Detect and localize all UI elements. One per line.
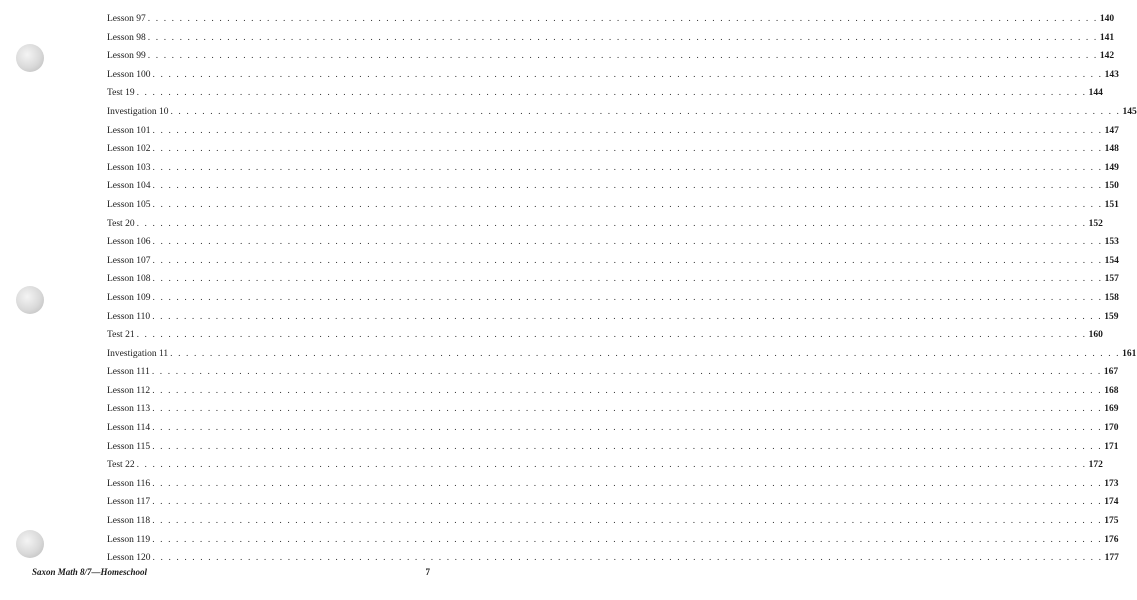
dot-leader: . . . . . . . . . . . . . . . . . . . . . . . . . . . . . . . . . . . . . . . . . . . . . . . . . . . . . . . . . . . . . . . . . . . . . . . . . . . . . . . . . . . . . . . . . . . . . . . . . . . . . . . . . . . . . . . . . . . . . . . . [170,106,1121,117]
toc-entry-page: 140 [1099,14,1115,24]
toc-entry [107,66,1119,85]
toc-entry-page: 153 [1104,237,1119,248]
dot-leader: . . . . . . . . . . . . . . . . . . . . . . . . . . . . . . . . . . . . . . . . . . . . . . . . . . . . . . . . . . . . . . . . . . . . . . . . . . . . . . . . . . . . . . . . . . . . . . . . . . . . . . . . . . . . . . . . . . . . . . . . [151,367,1102,378]
toc-entry [107,84,1103,103]
toc-entry-page: 152 [1088,218,1103,229]
toc-entry-page: 167 [1103,367,1119,378]
toc-entry [107,122,1119,141]
toc-entry [107,438,1119,457]
toc-entry [107,475,1119,494]
binder-hole-bottom [16,530,44,558]
toc-entry-page: 147 [1104,125,1119,136]
dot-leader: . . . . . . . . . . . . . . . . . . . . . . . . . . . . . . . . . . . . . . . . . . . . . . . . . . . . . . . . . . . . . . . . . . . . . . . . . . . . . . . . . . . . . . . . . . . . . . . . . . . . . . . . . . . . . . . . . . . . . . . . [152,144,1103,155]
toc-entry-page: 174 [1104,497,1119,508]
dot-leader: . . . . . . . . . . . . . . . . . . . . . . . . . . . . . . . . . . . . . . . . . . . . . . . . . . . . . . . . . . . . . . . . . . . . . . . . . . . . . . . . . . . . . . . . . . . . . . . . . . . . . . . . . . . . . . . . . . . . . . . . [152,497,1103,508]
toc-entry [107,400,1119,419]
dot-leader: . . . . . . . . . . . . . . . . . . . . . . . . . . . . . . . . . . . . . . . . . . . . . . . . . . . . . . . . . . . . . . . . . . . . . . . . . . . . . . . . . . . . . . . . . . . . . . . . . . . . . . . . . . . . . . . . . . . . . . . . [152,478,1103,489]
toc-entry-page: 143 [1104,69,1119,80]
toc-entry-title: Lesson 102 [107,144,151,155]
dot-leader: . . . . . . . . . . . . . . . . . . . . . . . . . . . . . . . . . . . . . . . . . . . . . . . . . . . . . . . . . . . . . . . . . . . . . . . . . . . . . . . . . . . . . . . . . . . . . . . . . . . . . . . . . . . . . . . . . . . . . . . . [152,237,1103,248]
dot-leader: . . . . . . . . . . . . . . . . . . . . . . . . . . . . . . . . . . . . . . . . . . . . . . . . . . . . . . . . . . . . . . . . . . . . . . . . . . . . . . . . . . . . . . . . . . . . . . . . . . . . . . . . . . . . . . . . . . . . . . . . [147,51,1098,62]
toc-entry-page: 148 [1104,144,1119,155]
toc-entry-title: Lesson 100 [107,69,151,80]
toc-entry-title: Lesson 108 [107,274,151,285]
toc-entry [107,196,1119,215]
toc-entry-page: 172 [1088,460,1103,471]
toc-entry-page: 157 [1104,274,1119,285]
toc-entry [107,10,1115,29]
book-title: Saxon Math 8/7—Homeschool [32,567,148,577]
toc-entry-title: Lesson 107 [107,255,151,266]
toc-entry-title: Test 22 [107,460,135,471]
toc-entry [107,47,1115,66]
toc-entry-title: Lesson 104 [107,181,151,192]
toc-entry [107,456,1103,475]
toc-entry [107,177,1119,196]
toc-entry-page: 142 [1099,51,1115,62]
toc-entry-title: Lesson 120 [107,553,151,564]
toc-entry-title: Lesson 117 [107,497,151,508]
toc-entry [107,215,1103,234]
toc-entry-title: Test 20 [107,218,135,229]
binder-hole-middle [16,286,44,314]
toc-entry-page: 173 [1104,478,1119,489]
toc-entry-title: Investigation 11 [107,348,169,359]
toc-entry-title: Lesson 97 [107,14,146,24]
toc-entry [107,270,1119,289]
toc-entry [107,512,1119,531]
toc-entry [107,382,1119,401]
toc-entry-page: 144 [1088,88,1103,99]
dot-leader: . . . . . . . . . . . . . . . . . . . . . . . . . . . . . . . . . . . . . . . . . . . . . . . . . . . . . . . . . . . . . . . . . . . . . . . . . . . . . . . . . . . . . . . . . . . . . . . . . . . . . . . . . . . . . . . . . . . . . . . . [152,553,1103,564]
dot-leader: . . . . . . . . . . . . . . . . . . . . . . . . . . . . . . . . . . . . . . . . . . . . . . . . . . . . . . . . . . . . . . . . . . . . . . . . . . . . . . . . . . . . . . . . . . . . . . . . . . . . . . . . . . . . . . . . . . . . . . . . [136,460,1087,471]
toc-entry [107,308,1119,327]
dot-leader: . . . . . . . . . . . . . . . . . . . . . . . . . . . . . . . . . . . . . . . . . . . . . . . . . . . . . . . . . . . . . . . . . . . . . . . . . . . . . . . . . . . . . . . . . . . . . . . . . . . . . . . . . . . . . . . . . . . . . . . . [152,199,1103,210]
dot-leader: . . . . . . . . . . . . . . . . . . . . . . . . . . . . . . . . . . . . . . . . . . . . . . . . . . . . . . . . . . . . . . . . . . . . . . . . . . . . . . . . . . . . . . . . . . . . . . . . . . . . . . . . . . . . . . . . . . . . . . . . [152,311,1103,322]
dot-leader: . . . . . . . . . . . . . . . . . . . . . . . . . . . . . . . . . . . . . . . . . . . . . . . . . . . . . . . . . . . . . . . . . . . . . . . . . . . . . . . . . . . . . . . . . . . . . . . . . . . . . . . . . . . . . . . . . . . . . . . . [152,534,1103,545]
toc-entry-page: 151 [1104,199,1119,210]
dot-leader: . . . . . . . . . . . . . . . . . . . . . . . . . . . . . . . . . . . . . . . . . . . . . . . . . . . . . . . . . . . . . . . . . . . . . . . . . . . . . . . . . . . . . . . . . . . . . . . . . . . . . . . . . . . . . . . . . . . . . . . . [152,255,1103,266]
toc-entry-title: Test 21 [107,330,135,341]
toc-entry-title: Investigation 10 [107,106,169,117]
dot-leader: . . . . . . . . . . . . . . . . . . . . . . . . . . . . . . . . . . . . . . . . . . . . . . . . . . . . . . . . . . . . . . . . . . . . . . . . . . . . . . . . . . . . . . . . . . . . . . . . . . . . . . . . . . . . . . . . . . . . . . . . [170,348,1121,359]
toc-entry-page: 150 [1104,181,1119,192]
toc-entry [107,159,1119,178]
toc-entry-page: 161 [1122,348,1137,359]
toc-entry [107,289,1119,308]
page-number: 7 [425,567,430,577]
toc-entry-page: 159 [1104,311,1119,322]
toc-entry-page: 141 [1099,32,1115,43]
toc-entry-title: Lesson 118 [107,516,151,527]
dot-leader: . . . . . . . . . . . . . . . . . . . . . . . . . . . . . . . . . . . . . . . . . . . . . . . . . . . . . . . . . . . . . . . . . . . . . . . . . . . . . . . . . . . . . . . . . . . . . . . . . . . . . . . . . . . . . . . . . . . . . . . . [152,274,1103,285]
toc-entry-title: Lesson 115 [107,441,151,452]
toc-entry-title: Lesson 114 [107,423,151,434]
toc-entry-page: 158 [1104,292,1119,303]
toc-entry-page: 169 [1104,404,1119,415]
toc-entry-title: Lesson 103 [107,162,151,173]
toc-entry-page: 177 [1104,553,1119,564]
toc-entry [107,493,1119,512]
toc-entry-page: 168 [1104,385,1119,396]
toc-entry-title: Lesson 98 [107,32,146,43]
toc-entry-page: 175 [1104,516,1119,527]
toc-entry-title: Lesson 109 [107,292,151,303]
dot-leader: . . . . . . . . . . . . . . . . . . . . . . . . . . . . . . . . . . . . . . . . . . . . . . . . . . . . . . . . . . . . . . . . . . . . . . . . . . . . . . . . . . . . . . . . . . . . . . . . . . . . . . . . . . . . . . . . . . . . . . . . [152,385,1103,396]
toc-entry-title: Lesson 113 [107,404,151,415]
toc-entry [107,103,1137,122]
toc-entry-title: Lesson 106 [107,237,151,248]
toc-entry-title: Lesson 112 [107,385,151,396]
toc-entry [107,326,1103,345]
toc-entry [107,531,1119,550]
dot-leader: . . . . . . . . . . . . . . . . . . . . . . . . . . . . . . . . . . . . . . . . . . . . . . . . . . . . . . . . . . . . . . . . . . . . . . . . . . . . . . . . . . . . . . . . . . . . . . . . . . . . . . . . . . . . . . . . . . . . . . . . [147,14,1098,24]
dot-leader: . . . . . . . . . . . . . . . . . . . . . . . . . . . . . . . . . . . . . . . . . . . . . . . . . . . . . . . . . . . . . . . . . . . . . . . . . . . . . . . . . . . . . . . . . . . . . . . . . . . . . . . . . . . . . . . . . . . . . . . . [147,32,1098,43]
toc-entry-page: 154 [1104,255,1119,266]
toc-entry [107,549,1119,568]
dot-leader: . . . . . . . . . . . . . . . . . . . . . . . . . . . . . . . . . . . . . . . . . . . . . . . . . . . . . . . . . . . . . . . . . . . . . . . . . . . . . . . . . . . . . . . . . . . . . . . . . . . . . . . . . . . . . . . . . . . . . . . . [152,516,1103,527]
toc-entry-title: Lesson 110 [107,311,151,322]
table-of-contents [107,10,1137,568]
dot-leader: . . . . . . . . . . . . . . . . . . . . . . . . . . . . . . . . . . . . . . . . . . . . . . . . . . . . . . . . . . . . . . . . . . . . . . . . . . . . . . . . . . . . . . . . . . . . . . . . . . . . . . . . . . . . . . . . . . . . . . . . [136,88,1087,99]
dot-leader: . . . . . . . . . . . . . . . . . . . . . . . . . . . . . . . . . . . . . . . . . . . . . . . . . . . . . . . . . . . . . . . . . . . . . . . . . . . . . . . . . . . . . . . . . . . . . . . . . . . . . . . . . . . . . . . . . . . . . . . . [152,423,1103,434]
toc-entry-title: Lesson 99 [107,51,146,62]
toc-entry-title: Test 19 [107,88,135,99]
toc-entry-title: Lesson 111 [107,367,150,378]
dot-leader: . . . . . . . . . . . . . . . . . . . . . . . . . . . . . . . . . . . . . . . . . . . . . . . . . . . . . . . . . . . . . . . . . . . . . . . . . . . . . . . . . . . . . . . . . . . . . . . . . . . . . . . . . . . . . . . . . . . . . . . . [152,404,1103,415]
dot-leader: . . . . . . . . . . . . . . . . . . . . . . . . . . . . . . . . . . . . . . . . . . . . . . . . . . . . . . . . . . . . . . . . . . . . . . . . . . . . . . . . . . . . . . . . . . . . . . . . . . . . . . . . . . . . . . . . . . . . . . . . [152,441,1103,452]
toc-entry [107,345,1137,364]
toc-entry [107,252,1119,271]
toc-entry [107,363,1119,382]
binder-hole-top [16,44,44,72]
toc-entry [107,140,1119,159]
toc-entry-title: Lesson 116 [107,478,151,489]
page-footer [32,567,430,577]
toc-entry-page: 170 [1104,423,1119,434]
dot-leader: . . . . . . . . . . . . . . . . . . . . . . . . . . . . . . . . . . . . . . . . . . . . . . . . . . . . . . . . . . . . . . . . . . . . . . . . . . . . . . . . . . . . . . . . . . . . . . . . . . . . . . . . . . . . . . . . . . . . . . . . [152,125,1103,136]
toc-entry [107,419,1119,438]
toc-entry [107,29,1115,48]
dot-leader: . . . . . . . . . . . . . . . . . . . . . . . . . . . . . . . . . . . . . . . . . . . . . . . . . . . . . . . . . . . . . . . . . . . . . . . . . . . . . . . . . . . . . . . . . . . . . . . . . . . . . . . . . . . . . . . . . . . . . . . . [136,330,1087,341]
dot-leader: . . . . . . . . . . . . . . . . . . . . . . . . . . . . . . . . . . . . . . . . . . . . . . . . . . . . . . . . . . . . . . . . . . . . . . . . . . . . . . . . . . . . . . . . . . . . . . . . . . . . . . . . . . . . . . . . . . . . . . . . [152,292,1103,303]
toc-entry-title: Lesson 101 [107,125,151,136]
dot-leader: . . . . . . . . . . . . . . . . . . . . . . . . . . . . . . . . . . . . . . . . . . . . . . . . . . . . . . . . . . . . . . . . . . . . . . . . . . . . . . . . . . . . . . . . . . . . . . . . . . . . . . . . . . . . . . . . . . . . . . . . [152,162,1103,173]
toc-entry-page: 145 [1122,106,1137,117]
toc-entry-title: Lesson 105 [107,199,151,210]
toc-entry-page: 176 [1104,534,1119,545]
toc-entry-page: 171 [1104,441,1119,452]
dot-leader: . . . . . . . . . . . . . . . . . . . . . . . . . . . . . . . . . . . . . . . . . . . . . . . . . . . . . . . . . . . . . . . . . . . . . . . . . . . . . . . . . . . . . . . . . . . . . . . . . . . . . . . . . . . . . . . . . . . . . . . . [152,69,1103,80]
toc-entry-page: 149 [1104,162,1119,173]
toc-entry-title: Lesson 119 [107,534,151,545]
dot-leader: . . . . . . . . . . . . . . . . . . . . . . . . . . . . . . . . . . . . . . . . . . . . . . . . . . . . . . . . . . . . . . . . . . . . . . . . . . . . . . . . . . . . . . . . . . . . . . . . . . . . . . . . . . . . . . . . . . . . . . . . [152,181,1103,192]
toc-entry [107,233,1119,252]
toc-entry-page: 160 [1088,330,1103,341]
dot-leader: . . . . . . . . . . . . . . . . . . . . . . . . . . . . . . . . . . . . . . . . . . . . . . . . . . . . . . . . . . . . . . . . . . . . . . . . . . . . . . . . . . . . . . . . . . . . . . . . . . . . . . . . . . . . . . . . . . . . . . . . [136,218,1087,229]
